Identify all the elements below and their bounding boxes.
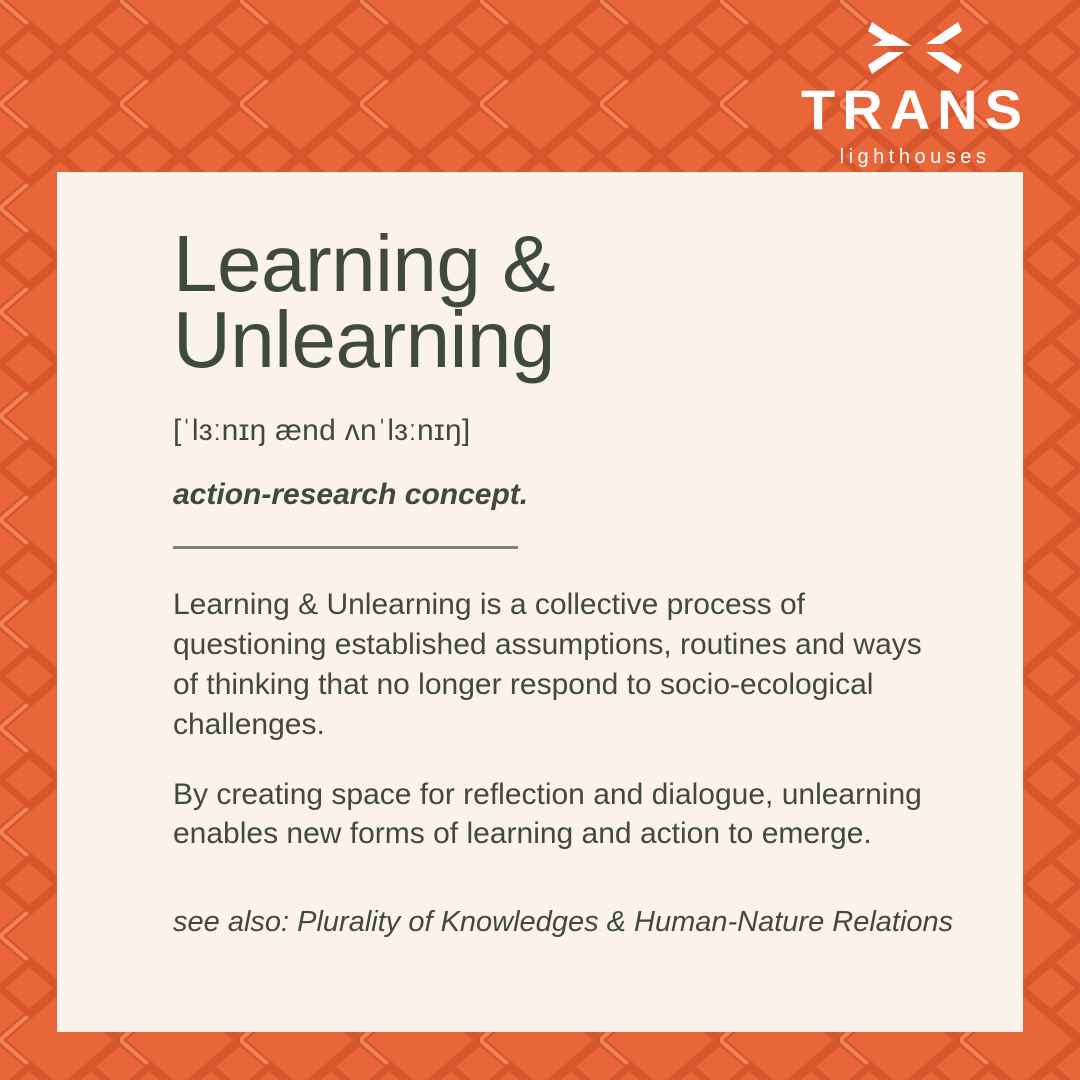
brand-tagline: lighthouses [839, 146, 991, 168]
phonetic-transcription: [ˈlɜːnɪŋ ænd ʌnˈlɜːnɪŋ] [173, 414, 471, 447]
page-title: Learning & Unlearning [173, 219, 555, 384]
definition-card [57, 172, 1023, 1032]
definition-paragraph-2: By creating space for reflection and dialogue, unlearning enables new forms of learning and action to emerge. [173, 777, 922, 851]
see-also-note: see also: Plurality of Knowledges & Human-Nature Relations [173, 906, 954, 939]
part-of-speech: action-research concept. [173, 478, 529, 511]
crossed-arrows-icon [830, 18, 1000, 78]
brand-logo [800, 18, 1030, 169]
definition-paragraph-1: Learning & Unlearning is a collective process of questioning established assumptions, routines and ways of thinking that no longer respond to socio-ecological challenges. [173, 588, 922, 741]
divider [173, 546, 518, 549]
brand-name: TRANS [801, 78, 1029, 141]
